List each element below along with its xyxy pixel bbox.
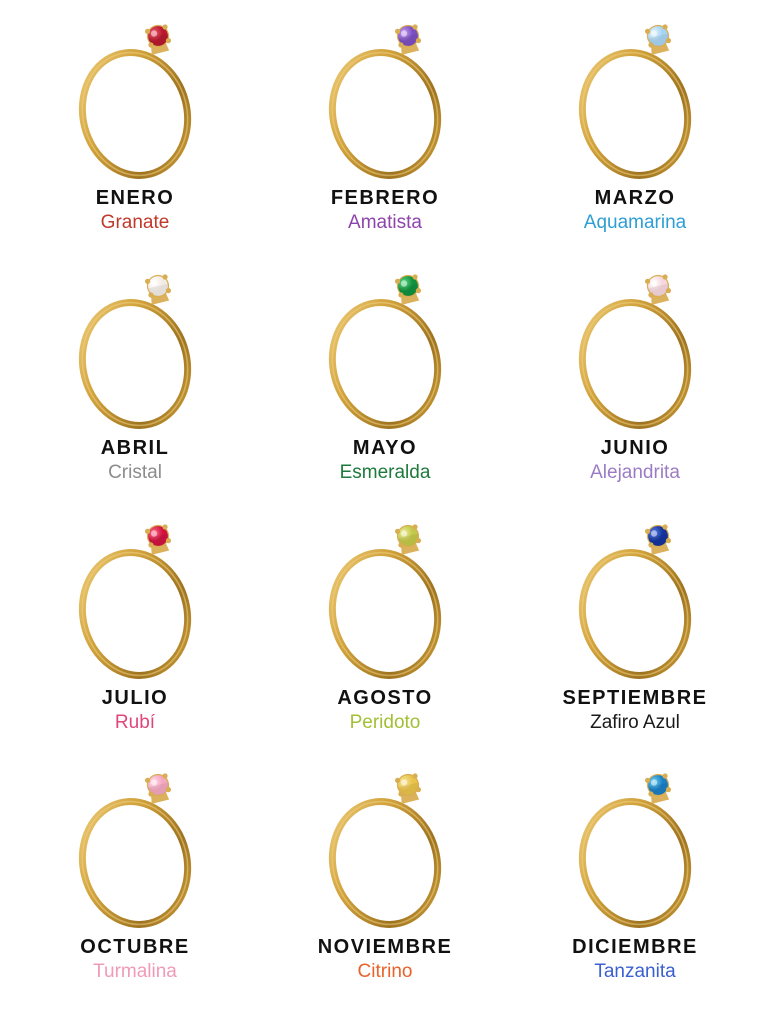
stone-label: Granate [100, 212, 170, 233]
stone-label: Rubí [114, 711, 156, 733]
ring-image [535, 268, 735, 436]
stone-label: Aquamarina [583, 212, 687, 233]
stone-label: Amatista [348, 212, 422, 233]
ring-illustration [535, 18, 735, 186]
stone-label: Zafiro Azul [590, 711, 680, 733]
month-label: MARZO [594, 187, 676, 209]
birthstone-card[interactable] [510, 767, 760, 1017]
ring-illustration [535, 518, 735, 686]
month-label: NOVIEMBRE [317, 936, 453, 959]
ring-illustration [35, 518, 235, 686]
month-label: AGOSTO [337, 686, 433, 709]
stone-label: Alejandrita [590, 461, 680, 483]
month-label: FEBRERO [330, 187, 440, 209]
ring-image [35, 268, 235, 436]
ring-image [535, 18, 735, 186]
ring-illustration [285, 18, 485, 186]
birthstone-card[interactable] [510, 268, 760, 518]
birthstone-card[interactable] [10, 518, 260, 768]
month-label: MAYO [352, 436, 418, 459]
ring-illustration [535, 268, 735, 436]
month-label: OCTUBRE [80, 936, 190, 959]
birthstone-card[interactable] [510, 518, 760, 768]
ring-illustration [35, 18, 235, 186]
stone-label: Esmeralda [339, 461, 431, 483]
birthstone-card[interactable] [260, 767, 510, 1017]
ring-image [35, 18, 235, 186]
ring-image [535, 518, 735, 686]
stone-label: Turmalina [93, 961, 177, 983]
month-label: DICIEMBRE [572, 936, 698, 959]
ring-image [35, 767, 235, 935]
birthstone-card[interactable] [260, 518, 510, 768]
month-label: ENERO [95, 187, 175, 209]
ring-illustration [35, 767, 235, 935]
birthstone-card[interactable] [260, 268, 510, 518]
ring-illustration [35, 268, 235, 436]
ring-image [285, 268, 485, 436]
ring-image [285, 767, 485, 935]
ring-illustration [285, 268, 485, 436]
month-label: ABRIL [100, 436, 170, 459]
month-label: SEPTIEMBRE [562, 686, 708, 709]
ring-image [535, 767, 735, 935]
stone-label: Tanzanita [594, 961, 676, 983]
stone-label: Citrino [357, 961, 413, 983]
ring-illustration [285, 767, 485, 935]
birthstone-card[interactable] [10, 268, 260, 518]
ring-image [285, 518, 485, 686]
ring-illustration [285, 518, 485, 686]
month-label: JUNIO [600, 436, 670, 459]
stone-label: Peridoto [349, 711, 421, 733]
birthstone-card[interactable] [510, 18, 760, 268]
ring-illustration [535, 767, 735, 935]
month-label: JULIO [101, 686, 169, 709]
birthstone-card[interactable] [260, 18, 510, 268]
birthstone-card[interactable] [10, 767, 260, 1017]
ring-image [35, 518, 235, 686]
birthstone-card[interactable] [10, 18, 260, 268]
stone-label: Cristal [108, 461, 162, 483]
ring-image [285, 18, 485, 186]
